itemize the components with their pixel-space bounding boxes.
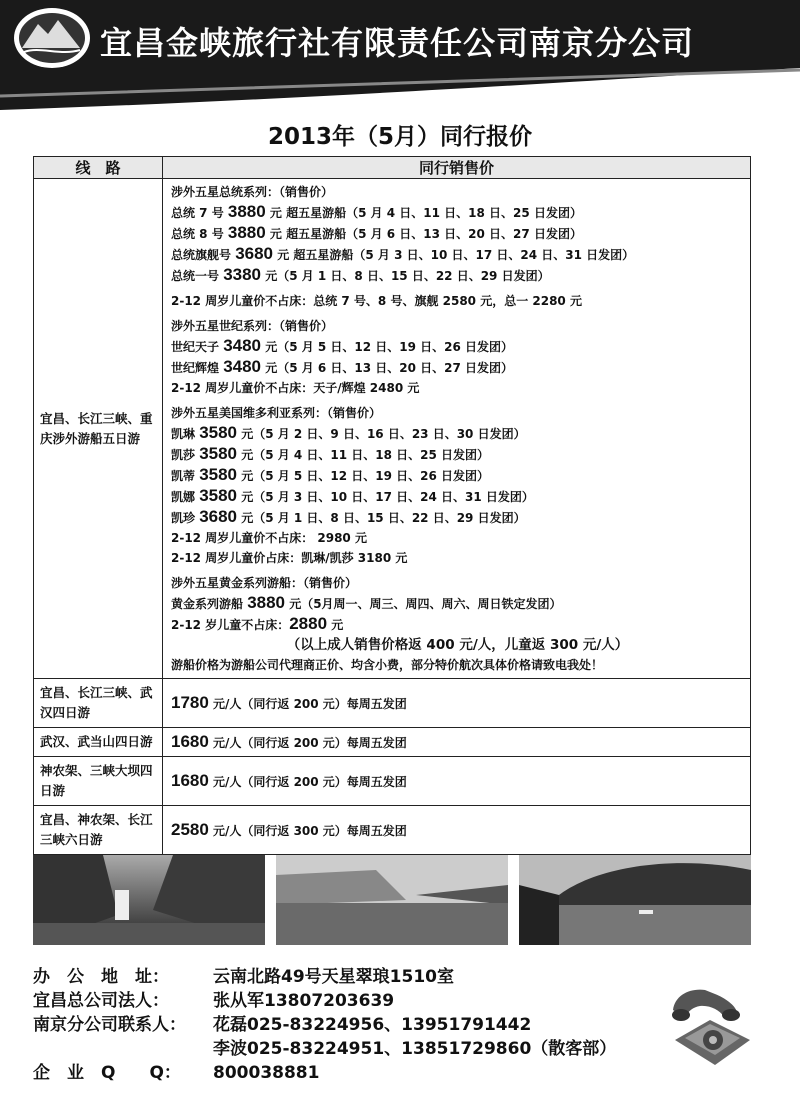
route-price: 2580 元/人（同行返 300 元）每周五发团 — [163, 806, 751, 855]
contact-row: 南京分公司联系人： 花磊025-83224956、13951791442 — [33, 1015, 532, 1035]
child-price-note: 2-12 周岁儿童价不占床：天子/辉煌 2480 元 — [171, 381, 420, 395]
route-price: 1680 元/人（同行返 200 元）每周五发团 — [163, 757, 751, 806]
zongtong-list — [171, 202, 744, 286]
price-line: 世纪天子 3480 元（5 月 5 日、12 日、19 日、26 日发团） — [171, 336, 514, 355]
price-line: 凯莎 3580 元（5 月 4 日、11 日、18 日、25 日发团） — [171, 444, 490, 463]
route-price: 1780 元/人（同行返 200 元）每周五发团 — [163, 679, 751, 728]
child-price-note: 2-12 岁儿童不占床：2880 元 — [171, 614, 344, 633]
contact-row-2: 李波025-83224951、13851729860（散客部） — [213, 1039, 617, 1059]
series-heading: 涉外五星黄金系列游船：（销售价） — [171, 576, 358, 590]
qq-row: 企 业 Q Q： 800038881 — [33, 1063, 320, 1083]
rebate-note: （以上成人销售价格返 400 元/人，儿童返 300 元/人） — [286, 637, 629, 653]
route-price: 1680 元/人（同行返 200 元）每周五发团 — [163, 728, 751, 757]
header-banner — [0, 0, 800, 110]
waterfall-photo — [33, 855, 265, 945]
price-line: 总统一号 3380 元（5 月 1 日、8 日、15 日、22 日、29 日发团） — [171, 265, 550, 284]
table-row — [34, 179, 751, 679]
cruise-price-details — [163, 179, 751, 679]
price-line: 凯珍 3680 元（5 月 1 日、8 日、15 日、22 日、29 日发团） — [171, 507, 526, 526]
series-heading: 涉外五星美国维多利亚系列：（销售价） — [171, 406, 382, 420]
route-name: 宜昌、长江三峡、武汉四日游 — [34, 679, 163, 728]
contact-info — [33, 965, 616, 1085]
photo-strip — [33, 855, 751, 945]
table-row — [34, 728, 751, 757]
series-heading: 涉外五星总统系列：（销售价） — [171, 185, 334, 199]
price-table — [33, 156, 751, 855]
table-row — [34, 679, 751, 728]
route-name: 武汉、武当山四日游 — [34, 728, 163, 757]
telephone-icon — [665, 980, 755, 1070]
table-header-row — [34, 157, 751, 179]
price-line: 凯琳 3580 元（5 月 2 日、9 日、16 日、23 日、30 日发团） — [171, 423, 526, 442]
price-line: 凯蒂 3580 元（5 月 5 日、12 日、19 日、26 日发团） — [171, 465, 490, 484]
address-row: 办 公 地 址： 云南北路49号天星翠琅1510室 — [33, 967, 454, 987]
river-photo — [519, 855, 751, 945]
price-line: 总统旗舰号 3680 元 超五星游船（5 月 3 日、10 日、17 日、24 日、31 日发团） — [171, 244, 635, 263]
gorge-photo — [276, 855, 508, 945]
child-price-note: 2-12 周岁儿童价不占床： 2980 元 — [171, 531, 367, 545]
child-price-note: 2-12 周岁儿童价不占床：总统 7 号、8 号、旗舰 2580 元，总一 2280 元 — [171, 294, 582, 308]
price-line: 总统 7 号 3880 元 超五星游船（5 月 4 日、11 日、18 日、25 日发团） — [171, 202, 582, 221]
series-heading: 涉外五星世纪系列：（销售价） — [171, 319, 334, 333]
price-line: 世纪辉煌 3480 元（5 月 6 日、13 日、20 日、27 日发团） — [171, 357, 514, 376]
legal-row: 宜昌总公司法人： 张从军13807203639 — [33, 991, 395, 1011]
route-name: 宜昌、长江三峡、重庆涉外游船五日游 — [34, 179, 163, 679]
route-name: 神农架、三峡大坝四日游 — [34, 757, 163, 806]
company-name: 宜昌金峡旅行社有限责任公司南京分公司 — [100, 24, 695, 62]
price-line: 总统 8 号 3880 元 超五星游船（5 月 6 日、13 日、20 日、27 日发团） — [171, 223, 582, 242]
route-name: 宜昌、神农架、长江三峡六日游 — [34, 806, 163, 855]
child-price-note: 2-12 周岁儿童价占床：凯琳/凯莎 3180 元 — [171, 551, 408, 565]
column-header-route: 线 路 — [34, 157, 163, 179]
notice: 游船价格为游船公司代理商正价、均含小费，部分特价航次具体价格请致电我处！ — [171, 658, 604, 672]
table-row — [34, 757, 751, 806]
mountain-logo-icon — [14, 8, 90, 68]
column-header-price: 同行销售价 — [163, 157, 751, 179]
table-row — [34, 806, 751, 855]
price-line: 黄金系列游船 3880 元（5月周一、周三、周四、周六、周日铁定发团） — [171, 593, 562, 612]
price-line: 凯娜 3580 元（5 月 3 日、10 日、17 日、24 日、31 日发团） — [171, 486, 534, 505]
page-title: 2013年（5月）同行报价 — [267, 124, 533, 150]
